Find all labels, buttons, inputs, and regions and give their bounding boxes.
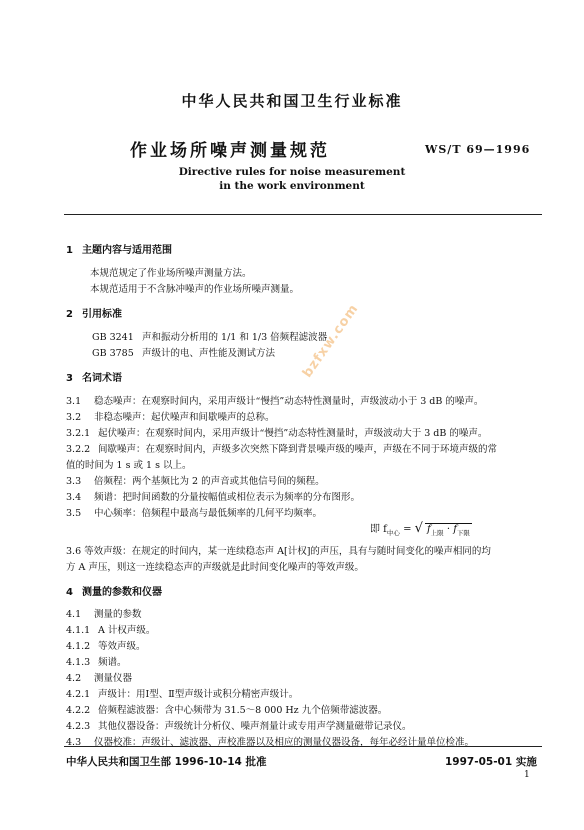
section-3-heading: 3 名词术语 [66, 373, 122, 384]
term-item: 3.4 频谱：把时间函数的分量按幅值或相位表示为频率的分布图形。 [66, 492, 361, 503]
document-title: 作业场所噪声测量规范 [130, 141, 330, 161]
term-item: 3.1 稳态噪声：在观察时间内，采用声级计“慢挡”动态特性测量时，声级波动小于 3 dB 的噪声。 [66, 396, 484, 407]
term-item-3-6-line-2: 方 A 声压，则这一连续稳态声的声级就是此时间变化噪声的等效声级。 [66, 562, 364, 573]
term-item: 3.5 中心频率：倍频程中最高与最低频率的几何平均频率。 [66, 508, 323, 519]
section-1-heading: 1 主题内容与适用范围 [66, 245, 172, 256]
english-title-line-1: Directive rules for noise measurement [178, 166, 406, 178]
parameter-item: 4.1 测量的参数 [66, 609, 142, 620]
section-1-paragraph-2: 本规范适用于不含脉冲噪声的作业场所噪声测量。 [90, 284, 300, 295]
term-item-continuation: 值的时间为 1 s 或 1 s 以上。 [66, 460, 192, 471]
center-frequency-formula: 即 $f_{中心}$ = √ $f_{上限} \cdot f_{下限}$ [370, 521, 470, 537]
header-divider [64, 214, 542, 215]
reference-standard-item: GB 3785 声级计的电、声性能及测试方法 [92, 348, 276, 359]
instrument-item: 4.2 测量仪器 [66, 673, 133, 684]
footer-divider [64, 746, 542, 747]
reference-standard-item: GB 3241 声和振动分析用的 1/1 和 1/3 倍频程滤波器 [92, 332, 328, 343]
term-item: 3.2.2 间歇噪声：在观察时间内，声级多次突然下降到背景噪声级的噪声，声级在不同于环境声级的常 [66, 444, 498, 455]
instrument-item: 4.2.2 倍频程滤波器：含中心频带为 31.5～8 000 Hz 九个倍频带滤波器。 [66, 705, 388, 716]
page-number: 1 [524, 770, 530, 780]
standard-category-heading: 中华人民共和国卫生行业标准 [181, 92, 403, 110]
standard-number: WS/T 69—1996 [425, 143, 531, 156]
watermark: bzfxw.com [300, 301, 362, 381]
section-1-paragraph-1: 本规范规定了作业场所噪声测量方法。 [90, 268, 252, 279]
term-item: 3.2.1 起伏噪声：在观察时间内，采用声级计“慢挡”动态特性测量时，声级波动大于 3 dB 的噪声。 [66, 428, 488, 439]
instrument-item: 4.2.1 声级计：用Ⅰ型、Ⅱ型声级计或积分精密声级计。 [66, 689, 299, 700]
parameter-item: 4.1.2 等效声级。 [66, 641, 146, 652]
term-item: 3.2 非稳态噪声：起伏噪声和间歇噪声的总称。 [66, 412, 275, 423]
approval-line: 中华人民共和国卫生部 1996-10-14 批准 [66, 756, 267, 768]
section-2-heading: 2 引用标准 [66, 309, 122, 320]
parameter-item: 4.1.1 A 计权声级。 [66, 625, 156, 636]
parameter-item: 4.1.3 频谱。 [66, 657, 127, 668]
instrument-item: 4.2.3 其他仪器设备：声级统计分析仪、噪声剂量计或专用声学测量磁带记录仪。 [66, 721, 412, 732]
term-item-3-6-line-1: 3.6 等效声级：在规定的时间内，某一连续稳态声 A[计权]的声压，具有与随时间变化的噪声相同的均 [66, 546, 491, 557]
english-title-line-2: in the work environment [219, 180, 365, 192]
implementation-date: 1997-05-01 实施 [445, 756, 537, 768]
section-4-heading: 4 测量的参数和仪器 [66, 587, 162, 598]
term-item: 3.3 倍频程：两个基频比为 2 的声音或其他信号间的频程。 [66, 476, 325, 487]
calibration-item: 4.3 仪器校准：声级计、滤波器、声校准器以及相应的测量仪器设备，每年必经计量单位检准。 [66, 737, 475, 748]
